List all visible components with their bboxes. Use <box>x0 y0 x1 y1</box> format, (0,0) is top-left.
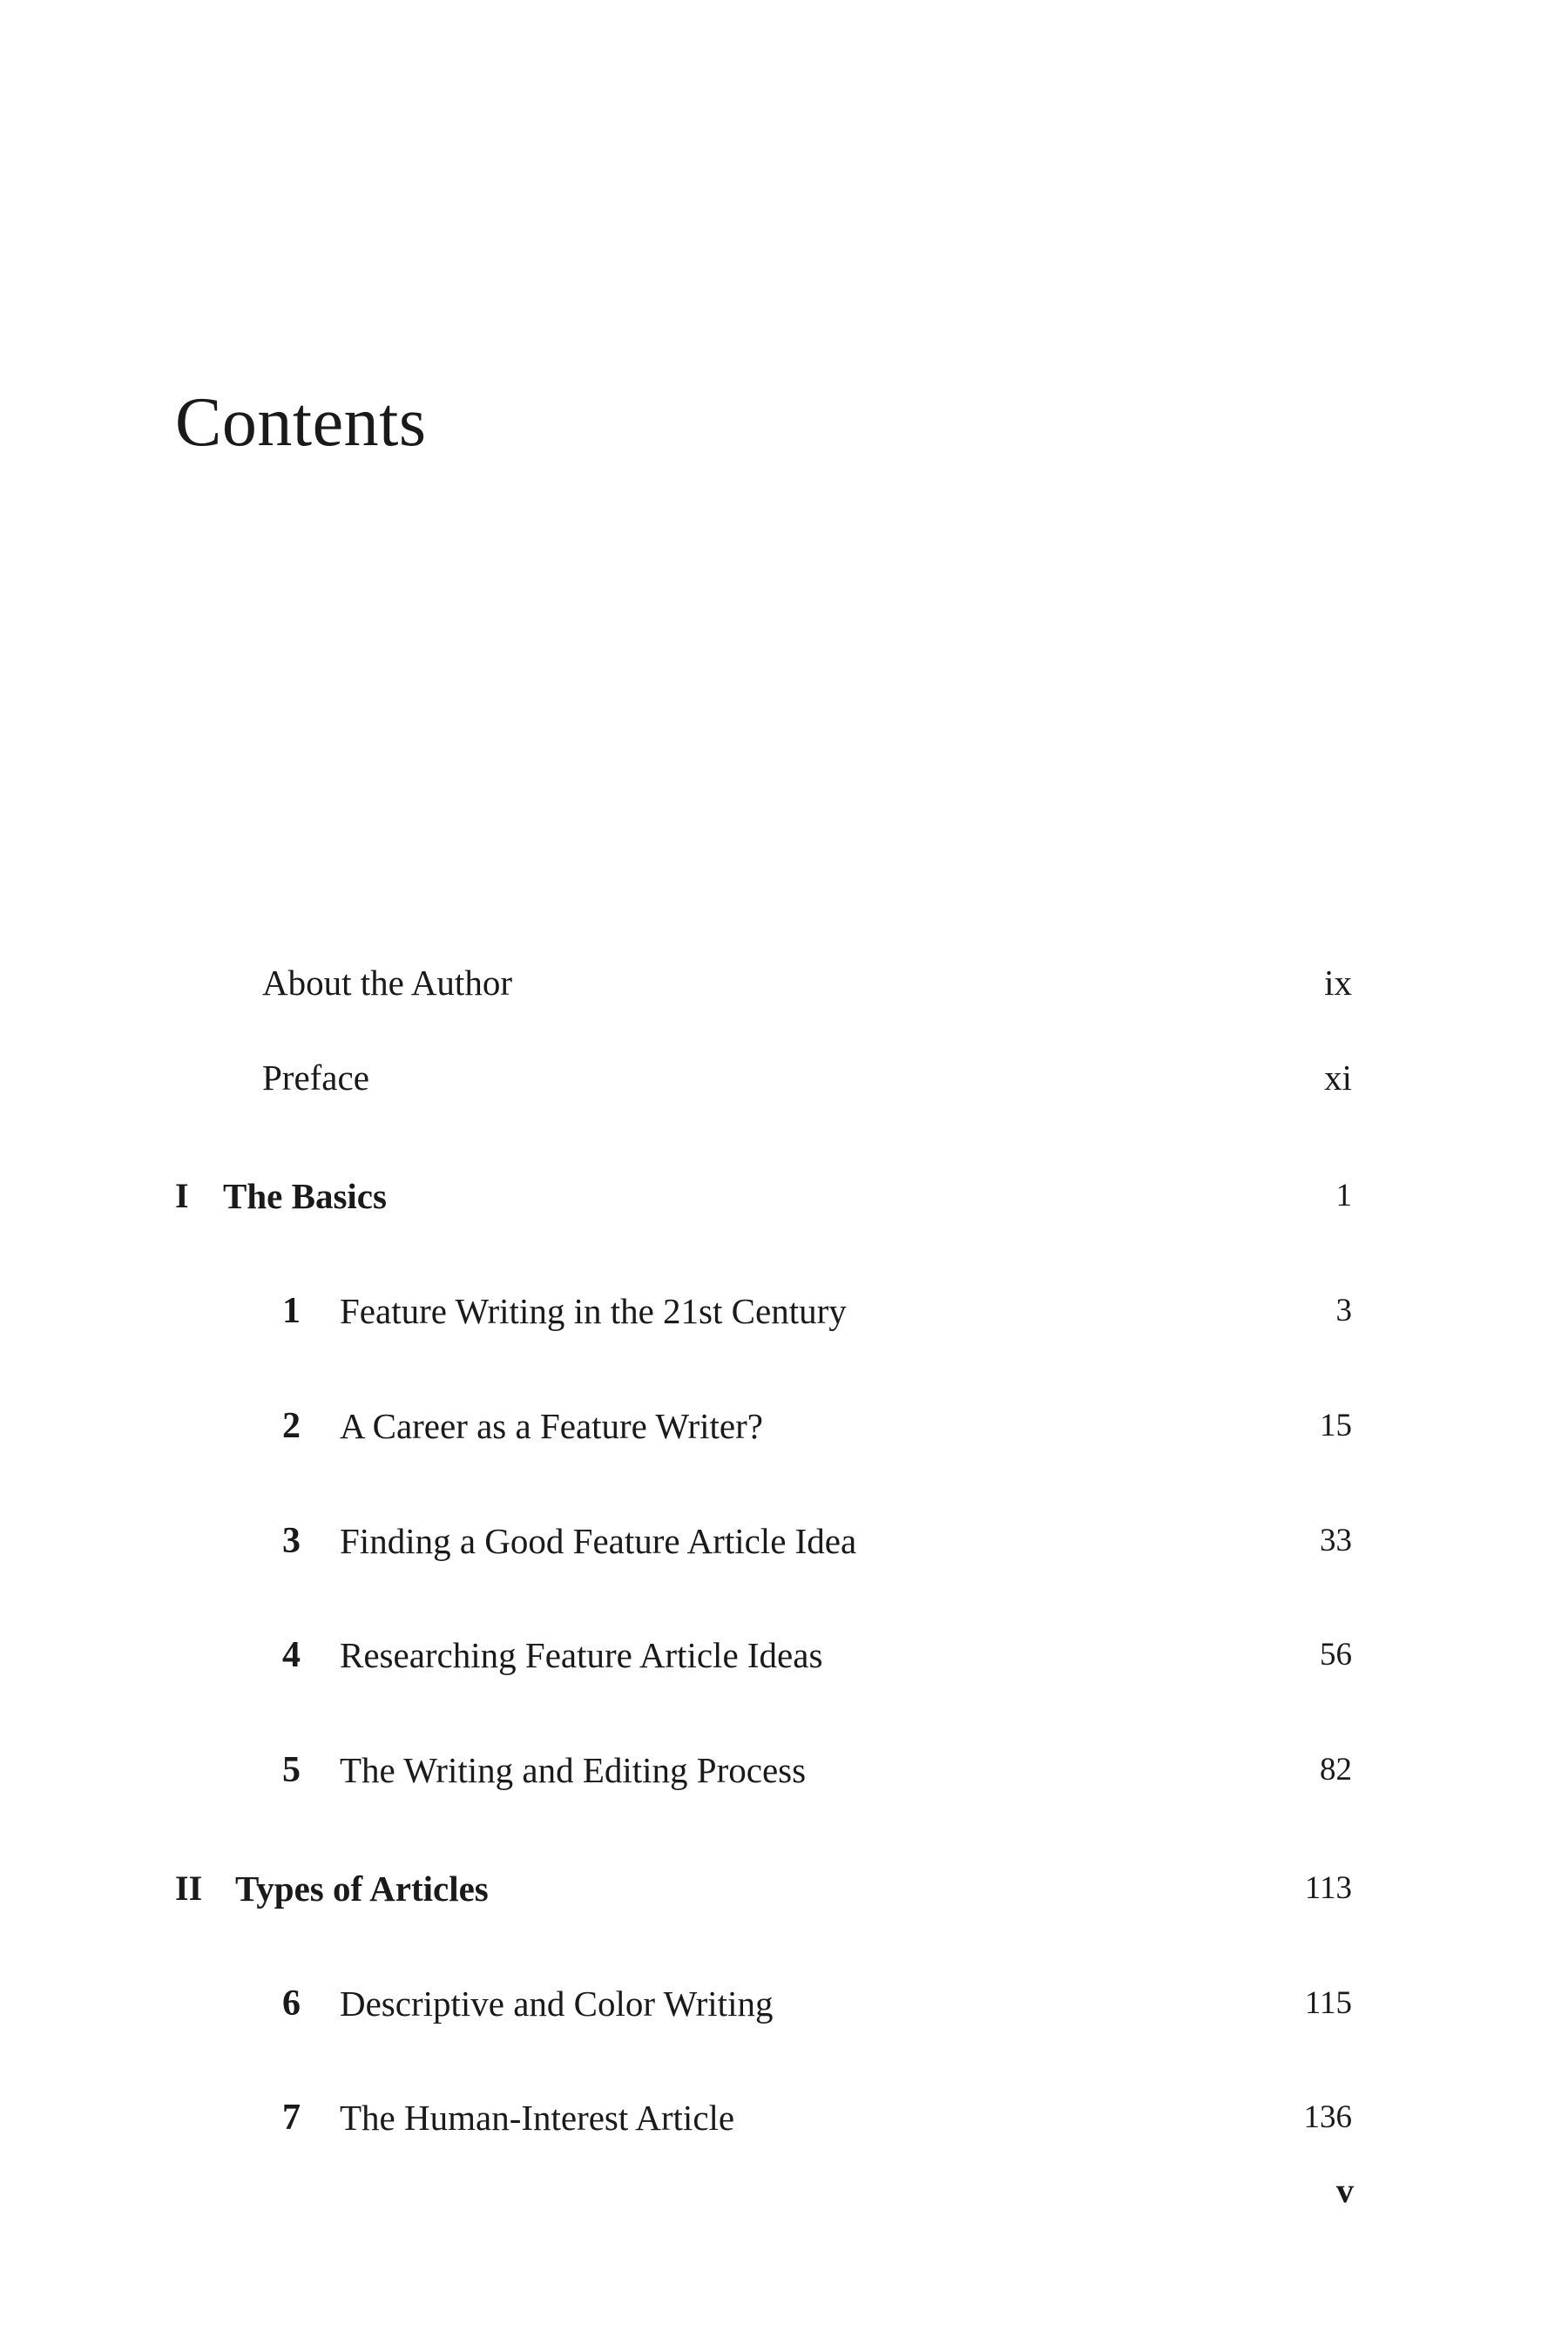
toc-entry-page: ix <box>1324 963 1352 1003</box>
part-number: II <box>175 1869 203 1908</box>
chapter-page: 136 <box>1303 2099 1352 2135</box>
chapter-page: 56 <box>1320 1637 1352 1673</box>
chapter-page: 3 <box>1335 1293 1352 1328</box>
chapter-number: 1 <box>282 1291 301 1331</box>
part-page: 1 <box>1335 1178 1352 1213</box>
toc-chapter-3 <box>0 1506 1568 1576</box>
chapter-title: Feature Writing in the 21st Century <box>340 1291 847 1331</box>
chapter-page: 82 <box>1320 1752 1352 1788</box>
chapter-title: The Writing and Editing Process <box>340 1750 807 1790</box>
page-folio: v <box>1336 2171 1354 2210</box>
toc-chapter-4 <box>0 1620 1568 1690</box>
chapter-number: 4 <box>282 1635 301 1675</box>
chapter-number: 5 <box>282 1750 301 1790</box>
chapter-number: 6 <box>282 1984 301 2024</box>
toc-entry-page: xi <box>1324 1058 1352 1098</box>
toc-part-2 <box>0 1854 1568 1923</box>
toc-chapter-2 <box>0 1391 1568 1461</box>
toc-chapter-1 <box>0 1276 1568 1346</box>
chapter-page: 33 <box>1320 1523 1352 1558</box>
toc-entry-about-the-author <box>0 948 1568 1017</box>
chapter-number: 3 <box>282 1521 301 1561</box>
part-title: The Basics <box>223 1176 387 1216</box>
chapter-number: 2 <box>282 1406 301 1446</box>
chapter-title: Descriptive and Color Writing <box>340 1984 774 2024</box>
chapter-page: 115 <box>1304 1985 1352 2021</box>
toc-entry-preface <box>0 1043 1568 1112</box>
part-page: 113 <box>1304 1870 1352 1906</box>
chapter-title: A Career as a Feature Writer? <box>340 1406 763 1446</box>
toc-chapter-5 <box>0 1735 1568 1805</box>
chapter-page: 15 <box>1320 1408 1352 1443</box>
chapter-title: Finding a Good Feature Article Idea <box>340 1521 857 1561</box>
toc-chapter-7 <box>0 2083 1568 2153</box>
toc-entry-label: Preface <box>262 1058 369 1098</box>
chapter-title: Researching Feature Article Ideas <box>340 1635 823 1675</box>
chapter-title: The Human-Interest Article <box>340 2098 735 2138</box>
toc-part-1 <box>0 1161 1568 1231</box>
part-number: I <box>175 1176 189 1215</box>
toc-chapter-6 <box>0 1969 1568 2038</box>
part-title: Types of Articles <box>235 1869 489 1909</box>
page-title: Contents <box>175 384 427 461</box>
chapter-number: 7 <box>282 2098 301 2138</box>
toc-entry-label: About the Author <box>262 963 512 1003</box>
